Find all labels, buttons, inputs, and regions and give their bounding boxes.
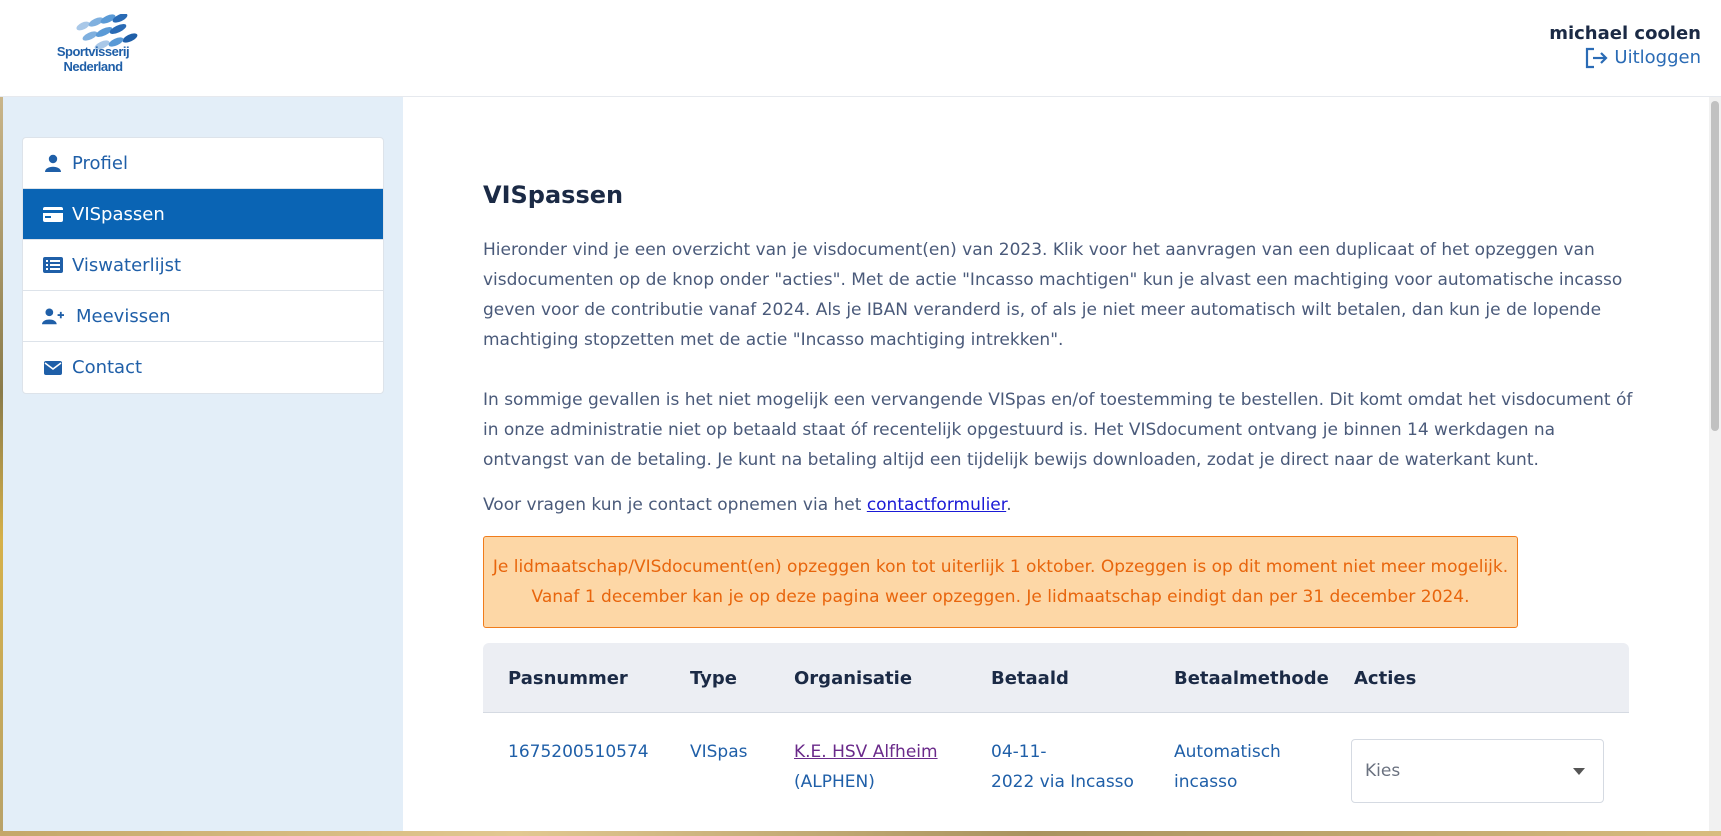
main-content <box>403 97 1709 831</box>
page-title: VISpassen <box>483 181 624 209</box>
header <box>0 0 1721 97</box>
contact-suffix: . <box>1006 495 1012 515</box>
logo-line-2: Nederland <box>63 59 123 74</box>
user-name: michael coolen <box>1549 23 1701 44</box>
cell-betaald <box>991 737 1134 797</box>
scrollbar-thumb[interactable] <box>1711 101 1719 431</box>
header-acties: Acties <box>1354 667 1417 689</box>
header-betaalmethode: Betaalmethode <box>1174 667 1329 689</box>
sidebar-item-label: Contact <box>72 357 143 378</box>
background-photo-edge <box>0 97 3 836</box>
chevron-down-icon <box>1573 768 1585 775</box>
cell-betaalmethode <box>1174 737 1281 797</box>
logout-label: Uitloggen <box>1614 47 1701 68</box>
background-photo-strip <box>0 831 1721 836</box>
sidebar-item-label: Viswaterlijst <box>72 254 182 276</box>
betaalmethode-line-1: Automatisch <box>1174 742 1281 762</box>
header-type: Type <box>690 667 737 689</box>
logo[interactable] <box>38 14 148 80</box>
scrollbar[interactable] <box>1709 97 1721 831</box>
acties-select[interactable] <box>1351 739 1604 803</box>
card-icon <box>42 204 64 224</box>
header-organisatie: Organisatie <box>794 667 913 689</box>
intro-paragraph: Hieronder vind je een overzicht van je visdocument(en) van 2023. Klik voor het aanvragen van een duplicaat of het opzeggen van visdocumenten op de knop onder "acties". Met de actie "Incasso machtigen" kun je alvast een machtiging voor automatische incasso geven voor de contributie vanaf 2024. Als je IBAN veranderd is, of als je niet meer automatisch wilt betalen, dan kun je de lopende machtiging stopzetten met de actie "Incasso machtiging intrekken". <box>483 240 1623 350</box>
alert-line-2: Vanaf 1 december kan je op deze pagina weer opzeggen. Je lidmaatschap eindigt dan per 31 december 2024. <box>531 587 1470 607</box>
sidebar-item-contact[interactable] <box>23 342 383 393</box>
sidebar-item-profiel[interactable] <box>23 138 383 189</box>
cell-type: VISpas <box>690 742 748 762</box>
logout-button[interactable] <box>1584 46 1701 70</box>
organisatie-link[interactable]: K.E. HSV Alfheim <box>794 742 938 762</box>
acties-select-value: Kies <box>1365 761 1401 781</box>
betaalmethode-line-2: incasso <box>1174 772 1238 792</box>
table-header <box>483 643 1629 713</box>
header-pasnummer: Pasnummer <box>508 667 628 689</box>
organisatie-location: (ALPHEN) <box>794 772 875 792</box>
betaald-method: 2022 via Incasso <box>991 772 1134 792</box>
logo-text <box>40 44 146 74</box>
sidebar-menu <box>22 137 384 394</box>
header-betaald: Betaald <box>991 667 1069 689</box>
user-plus-icon <box>42 306 64 326</box>
cell-organisatie <box>794 737 938 797</box>
cell-pasnummer: 1675200510574 <box>508 742 649 762</box>
contact-paragraph <box>483 490 1633 520</box>
list-icon <box>42 255 64 275</box>
user-icon <box>42 153 64 173</box>
sidebar-item-meevissen[interactable] <box>23 291 383 342</box>
sidebar-item-viswaterlijst[interactable] <box>23 240 383 291</box>
contact-prefix: Voor vragen kun je contact opnemen via het <box>483 495 867 515</box>
logout-icon <box>1584 46 1610 70</box>
logo-line-1: Sportvisserij <box>56 44 130 59</box>
sidebar-item-vispassen[interactable] <box>23 189 383 240</box>
info-paragraph: In sommige gevallen is het niet mogelijk een vervangende VISpas en/of toestemming te bestellen. Dit komt omdat het visdocument óf in onze administratie niet op betaald staat óf recentelijk opgestuurd is. Het VISdocument ontvang je binnen 14 werkdagen na ontvangst van de betaling. Je kunt na betaling altijd een tijdelijk bewijs downloaden, zodat je direct naar de waterkant kunt. <box>483 390 1633 470</box>
contactformulier-link[interactable]: contactformulier <box>866 495 1007 515</box>
envelope-icon <box>42 358 64 378</box>
sidebar-item-label: VISpassen <box>72 203 165 225</box>
sidebar-item-label: Profiel <box>72 152 128 174</box>
sidebar-item-label: Meevissen <box>76 305 171 327</box>
alert-line-1: Je lidmaatschap/VISdocument(en) opzeggen kon tot uiterlijk 1 oktober. Opzeggen is op dit moment niet meer mogelijk. <box>492 557 1509 577</box>
warning-alert <box>483 536 1518 628</box>
betaald-date: 04-11- <box>991 742 1047 762</box>
user-block <box>1549 22 1701 74</box>
